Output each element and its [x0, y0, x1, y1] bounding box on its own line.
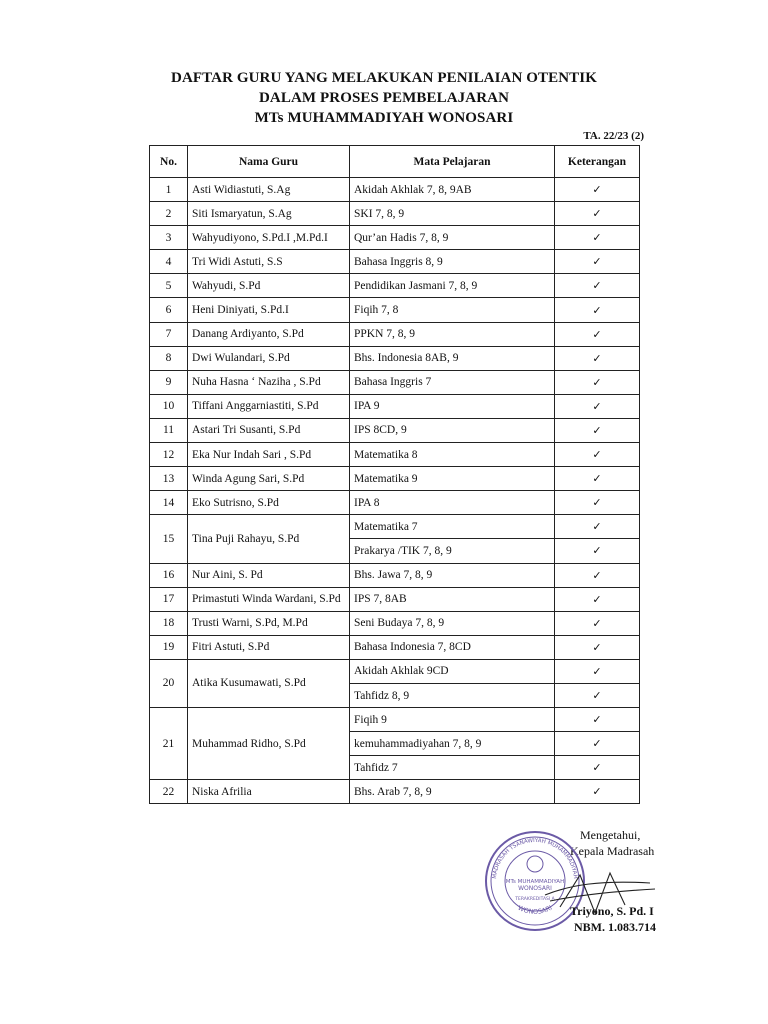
row-number: 9 [150, 370, 188, 394]
teacher-name: Tina Puji Rahayu, S.Pd [188, 515, 350, 563]
table-row [150, 226, 640, 250]
teacher-name: Asti Widiastuti, S.Ag [188, 178, 350, 202]
check-icon: ✓ [592, 231, 602, 245]
row-number: 2 [150, 202, 188, 226]
subject-cell: Matematika 8 [350, 443, 555, 467]
stamp-center-text-1: MTs MUHAMMADIYAH [505, 879, 565, 885]
check-icon: ✓ [592, 737, 602, 751]
stamp-center-text-3: TERAKREDITASI A [515, 897, 555, 902]
subject-cell: Bahasa Inggris 7 [350, 370, 555, 394]
remarks-cell [555, 298, 640, 322]
column-header-no: No. [150, 146, 188, 178]
document-title-line-1: DAFTAR GURU YANG MELAKUKAN PENILAIAN OTENTIK [171, 70, 597, 86]
remarks-cell [555, 515, 640, 539]
teacher-name: Primastuti Winda Wardani, S.Pd [188, 587, 350, 611]
row-number: 20 [150, 659, 188, 707]
check-icon: ✓ [592, 423, 602, 437]
row-number: 10 [150, 394, 188, 418]
check-icon: ✓ [592, 761, 602, 775]
subject-cell: Fiqih 9 [350, 708, 555, 732]
table-row [150, 298, 640, 322]
row-number: 4 [150, 250, 188, 274]
teacher-name: Eko Sutrisno, S.Pd [188, 491, 350, 515]
stamp-bottom-text: WONOSARI [516, 903, 554, 916]
subject-cell: IPA 9 [350, 394, 555, 418]
subject-cell: Matematika 9 [350, 467, 555, 491]
remarks-cell [555, 418, 640, 442]
subject-cell: Bahasa Inggris 8, 9 [350, 250, 555, 274]
table-row [150, 563, 640, 587]
remarks-cell [555, 370, 640, 394]
check-icon: ✓ [592, 520, 602, 534]
check-icon: ✓ [592, 472, 602, 486]
subject-cell: Bhs. Indonesia 8AB, 9 [350, 346, 555, 370]
subject-cell: IPA 8 [350, 491, 555, 515]
check-icon: ✓ [592, 303, 602, 317]
teacher-name: Heni Diniyati, S.Pd.I [188, 298, 350, 322]
remarks-cell [555, 226, 640, 250]
check-icon: ✓ [592, 351, 602, 365]
check-icon: ✓ [592, 640, 602, 654]
table-row [150, 659, 640, 683]
remarks-cell [555, 587, 640, 611]
row-number: 18 [150, 611, 188, 635]
row-number: 21 [150, 708, 188, 780]
row-number: 11 [150, 418, 188, 442]
remarks-cell [555, 443, 640, 467]
row-number: 6 [150, 298, 188, 322]
row-number: 14 [150, 491, 188, 515]
subject-cell: IPS 7, 8AB [350, 587, 555, 611]
table-row [150, 443, 640, 467]
subject-cell: kemuhammadiyahan 7, 8, 9 [350, 732, 555, 756]
table-row [150, 467, 640, 491]
row-number: 13 [150, 467, 188, 491]
table-row [150, 250, 640, 274]
document-title-line-2: DALAM PROSES PEMBELAJARAN [258, 90, 509, 106]
check-icon: ✓ [592, 713, 602, 727]
remarks-cell [555, 274, 640, 298]
table-row [150, 274, 640, 298]
teacher-name: Atika Kusumawati, S.Pd [188, 659, 350, 707]
check-icon: ✓ [592, 785, 602, 799]
remarks-cell [555, 394, 640, 418]
check-icon: ✓ [592, 255, 602, 269]
column-header-name: Nama Guru [188, 146, 350, 178]
teacher-name: Wahyudiyono, S.Pd.I ,M.Pd.I [188, 226, 350, 250]
remarks-cell [555, 683, 640, 707]
teacher-name: Tiffani Anggarniastiti, S.Pd [188, 394, 350, 418]
subject-cell: Bhs. Jawa 7, 8, 9 [350, 563, 555, 587]
table-row [150, 515, 640, 539]
teacher-name: Wahyudi, S.Pd [188, 274, 350, 298]
headmaster-name: Triyono, S. Pd. I [570, 904, 654, 918]
subject-cell: IPS 8CD, 9 [350, 418, 555, 442]
remarks-cell [555, 250, 640, 274]
table-row [150, 635, 640, 659]
check-icon: ✓ [592, 592, 602, 606]
table-header-row [150, 146, 640, 178]
check-icon: ✓ [592, 375, 602, 389]
acknowledged-label: Mengetahui, [580, 828, 641, 842]
subject-cell: Pendidikan Jasmani 7, 8, 9 [350, 274, 555, 298]
table-row [150, 708, 640, 732]
remarks-cell [555, 732, 640, 756]
subject-cell: Akidah Akhlak 7, 8, 9AB [350, 178, 555, 202]
subject-cell: PPKN 7, 8, 9 [350, 322, 555, 346]
teacher-name: Danang Ardiyanto, S.Pd [188, 322, 350, 346]
teacher-name: Eka Nur Indah Sari , S.Pd [188, 443, 350, 467]
check-icon: ✓ [592, 183, 602, 197]
table-row [150, 587, 640, 611]
remarks-cell [555, 491, 640, 515]
row-number: 12 [150, 443, 188, 467]
row-number: 15 [150, 515, 188, 563]
teacher-name: Nur Aini, S. Pd [188, 563, 350, 587]
table-row [150, 178, 640, 202]
teacher-name: Astari Tri Susanti, S.Pd [188, 418, 350, 442]
row-number: 17 [150, 587, 188, 611]
check-icon: ✓ [592, 399, 602, 413]
table-row [150, 346, 640, 370]
table-row [150, 322, 640, 346]
teacher-name: Fitri Astuti, S.Pd [188, 635, 350, 659]
remarks-cell [555, 708, 640, 732]
row-number: 16 [150, 563, 188, 587]
subject-cell: Matematika 7 [350, 515, 555, 539]
subject-cell: Qur’an Hadis 7, 8, 9 [350, 226, 555, 250]
check-icon: ✓ [592, 568, 602, 582]
teacher-name: Muhammad Ridho, S.Pd [188, 708, 350, 780]
remarks-cell [555, 563, 640, 587]
table-row [150, 394, 640, 418]
subject-cell: Tahfidz 7 [350, 756, 555, 780]
row-number: 3 [150, 226, 188, 250]
check-icon: ✓ [592, 448, 602, 462]
teacher-name: Nuha Hasna ‘ Naziha , S.Pd [188, 370, 350, 394]
row-number: 7 [150, 322, 188, 346]
headmaster-label: Kepala Madrasah [570, 844, 655, 858]
table-body [150, 178, 640, 804]
headmaster-nbm: NBM. 1.083.714 [574, 920, 656, 934]
stamp-center-text-2: WONOSARI [518, 885, 552, 892]
check-icon: ✓ [592, 689, 602, 703]
teacher-name: Dwi Wulandari, S.Pd [188, 346, 350, 370]
column-header-remarks: Keterangan [555, 146, 640, 178]
table-row [150, 418, 640, 442]
subject-cell: SKI 7, 8, 9 [350, 202, 555, 226]
table-row [150, 491, 640, 515]
teacher-name: Siti Ismaryatun, S.Ag [188, 202, 350, 226]
subject-cell: Bhs. Arab 7, 8, 9 [350, 780, 555, 804]
remarks-cell [555, 539, 640, 563]
subject-cell: Bahasa Indonesia 7, 8CD [350, 635, 555, 659]
check-icon: ✓ [592, 616, 602, 630]
academic-year-label: TA. 22/23 (2) [583, 130, 644, 142]
subject-cell: Prakarya /TIK 7, 8, 9 [350, 539, 555, 563]
subject-cell: Akidah Akhlak 9CD [350, 659, 555, 683]
table-row [150, 370, 640, 394]
subject-cell: Seni Budaya 7, 8, 9 [350, 611, 555, 635]
document-title-line-3: MTs MUHAMMADIYAH WONOSARI [254, 110, 514, 126]
remarks-cell [555, 346, 640, 370]
teacher-name: Niska Afrilia [188, 780, 350, 804]
table-row [150, 611, 640, 635]
check-icon: ✓ [592, 279, 602, 293]
row-number: 8 [150, 346, 188, 370]
subject-cell: Tahfidz 8, 9 [350, 683, 555, 707]
remarks-cell [555, 659, 640, 683]
teacher-name: Winda Agung Sari, S.Pd [188, 467, 350, 491]
table-row [150, 780, 640, 804]
remarks-cell [555, 756, 640, 780]
check-icon: ✓ [592, 496, 602, 510]
row-number: 5 [150, 274, 188, 298]
remarks-cell [555, 780, 640, 804]
row-number: 22 [150, 780, 188, 804]
teacher-name: Tri Widi Astuti, S.S [188, 250, 350, 274]
remarks-cell [555, 611, 640, 635]
stamp-top-text: MADRASAH TSANAWIYAH MUHAMMADIYAH [492, 837, 578, 880]
row-number: 1 [150, 178, 188, 202]
remarks-cell [555, 178, 640, 202]
teacher-table [149, 145, 640, 804]
check-icon: ✓ [592, 207, 602, 221]
remarks-cell [555, 202, 640, 226]
subject-cell: Fiqih 7, 8 [350, 298, 555, 322]
table-row [150, 202, 640, 226]
teacher-name: Trusti Warni, S.Pd, M.Pd [188, 611, 350, 635]
check-icon: ✓ [592, 544, 602, 558]
column-header-subject: Mata Pelajaran [350, 146, 555, 178]
remarks-cell [555, 467, 640, 491]
remarks-cell [555, 322, 640, 346]
remarks-cell [555, 635, 640, 659]
row-number: 19 [150, 635, 188, 659]
check-icon: ✓ [592, 327, 602, 341]
check-icon: ✓ [592, 664, 602, 678]
